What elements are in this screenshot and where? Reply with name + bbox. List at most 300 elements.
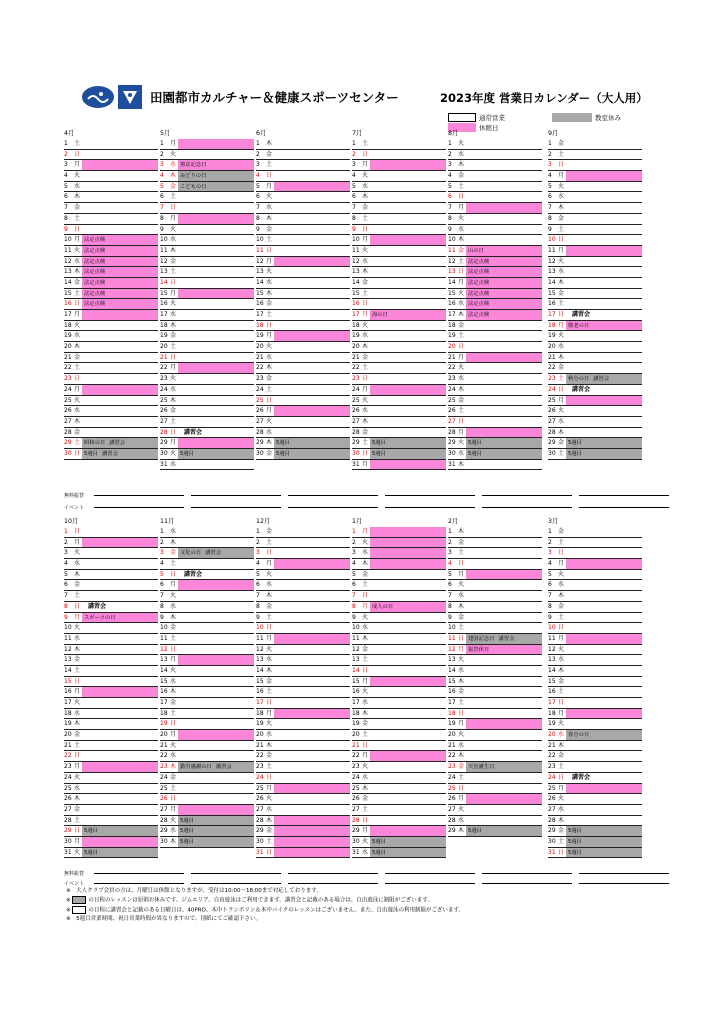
day-status-cell (274, 666, 350, 676)
day-weekday: 日 (74, 150, 81, 158)
day-status-cell (370, 591, 446, 601)
day-number: 4 (160, 560, 164, 568)
day-status-cell (178, 310, 254, 320)
note-1: ※ 大人クラブ会員の方は、月曜日は休館となりますが、受付は10:00～18:00まで対応しております。 (66, 888, 322, 894)
day-weekday: 月 (74, 613, 81, 621)
day-number: 2 (256, 538, 260, 546)
day-row (352, 794, 446, 805)
day-weekday: 日 (266, 172, 273, 180)
day-number: 27 (448, 417, 456, 425)
day-weekday: 金 (74, 353, 81, 361)
day-status-cell (178, 353, 254, 363)
day-row (352, 848, 446, 859)
day-row (256, 709, 350, 720)
day-weekday: 土 (558, 613, 565, 621)
day-row (548, 235, 642, 246)
day-number: 12 (64, 257, 72, 265)
day-note: 5週目 (180, 838, 194, 845)
day-number: 8 (352, 214, 356, 222)
day-note-extra: 講習会 (101, 450, 118, 457)
day-number: 11 (256, 634, 264, 642)
day-status-cell (178, 150, 254, 160)
day-weekday: 木 (458, 161, 465, 169)
day-number: 3 (256, 161, 260, 169)
day-weekday: 木 (458, 385, 465, 393)
day-number: 20 (352, 731, 360, 739)
day-status-cell (370, 602, 446, 612)
notes (66, 887, 464, 924)
day-number: 13 (548, 656, 556, 664)
day-status-cell (178, 816, 254, 826)
day-weekday: 日 (558, 236, 565, 244)
day-status-cell (274, 150, 350, 160)
day-row (352, 160, 446, 171)
day-weekday: 水 (170, 752, 177, 760)
day-number: 10 (448, 236, 456, 244)
day-number: 8 (256, 214, 260, 222)
day-status-cell (178, 548, 254, 558)
day-number: 22 (64, 364, 72, 372)
day-row (160, 417, 254, 428)
day-weekday: 日 (458, 634, 465, 642)
day-status-cell (566, 396, 642, 406)
day-row (64, 527, 158, 538)
day-status-cell (466, 527, 542, 537)
day-weekday: 月 (362, 528, 369, 535)
day-row (160, 570, 254, 581)
day-status-cell (566, 826, 642, 836)
day-row (64, 139, 158, 150)
day-weekday: 土 (266, 236, 273, 244)
day-weekday: 金 (362, 204, 369, 212)
note-2-text: の日程のレッスンは原則お休みです。ジムエリア、自由遊泳はご利用できます。講習会と記載のある場合は、自由遊泳に制限がございます。 (88, 897, 433, 904)
day-status-cell (82, 438, 158, 448)
day-weekday: 月 (74, 311, 81, 318)
day-number: 26 (256, 795, 264, 803)
day-number: 18 (160, 321, 168, 329)
day-number: 23 (352, 375, 360, 383)
day-number: 16 (160, 300, 168, 308)
day-number: 5 (160, 570, 164, 578)
day-row (64, 203, 158, 214)
day-row (352, 666, 446, 677)
day-row (256, 139, 350, 150)
day-number: 11 (352, 634, 360, 642)
day-weekday: 月 (170, 581, 177, 589)
day-row (448, 762, 542, 773)
day-row (160, 289, 254, 300)
day-weekday: 火 (558, 332, 565, 340)
day-weekday: 月 (74, 688, 81, 696)
day-weekday: 火 (458, 581, 465, 589)
day-row (548, 225, 642, 236)
day-status-cell (370, 773, 446, 783)
legend-closed-label: 教室休み (595, 114, 621, 122)
day-number: 30 (448, 449, 456, 457)
day-row (256, 602, 350, 613)
day-number: 29 (448, 827, 456, 835)
day-status-cell (178, 613, 254, 623)
day-weekday: 月 (74, 161, 81, 169)
day-weekday: 金 (170, 182, 177, 190)
organization-header (82, 85, 399, 109)
day-row (448, 741, 542, 752)
day-row (448, 613, 542, 624)
day-status-cell (566, 666, 642, 676)
day-weekday: 木 (362, 417, 369, 425)
day-number: 14 (160, 278, 168, 286)
day-weekday: 水 (266, 428, 273, 436)
day-number: 3 (160, 161, 164, 169)
day-row (256, 449, 350, 460)
legend-normal-label: 通常営業 (479, 114, 505, 122)
day-number: 8 (64, 214, 68, 222)
day-weekday: 日 (458, 560, 465, 568)
day-row (448, 214, 542, 225)
day-row (352, 139, 446, 150)
day-status-cell (370, 677, 446, 687)
day-number: 28 (352, 816, 360, 824)
day-number: 17 (548, 699, 556, 706)
day-number: 6 (548, 581, 552, 589)
month-8 (160, 517, 254, 848)
day-number: 12 (352, 257, 360, 265)
day-row (256, 698, 350, 709)
day-weekday: 金 (558, 528, 565, 535)
day-status-cell (566, 331, 642, 341)
day-row (160, 353, 254, 364)
day-row (64, 826, 158, 837)
day-number: 13 (352, 268, 360, 276)
day-row (256, 150, 350, 161)
day-number: 18 (256, 709, 264, 717)
day-weekday: 日 (74, 677, 81, 685)
day-status-cell (82, 730, 158, 740)
day-number: 29 (352, 827, 360, 835)
day-status-cell (274, 580, 350, 590)
day-weekday: 月 (170, 439, 177, 447)
day-weekday: 火 (266, 268, 273, 276)
day-row (352, 182, 446, 193)
day-row (256, 762, 350, 773)
day-status-cell (274, 406, 350, 416)
day-weekday: 月 (74, 385, 81, 393)
day-status-cell (466, 548, 542, 558)
day-weekday: 火 (362, 837, 369, 845)
day-number: 8 (448, 214, 452, 222)
day-number: 25 (448, 784, 456, 792)
day-number: 13 (64, 656, 72, 664)
day-status-cell (82, 591, 158, 601)
day-row (548, 299, 642, 310)
day-number: 10 (352, 624, 360, 632)
day-status-cell (466, 374, 542, 384)
day-row (352, 363, 446, 374)
day-number: 19 (448, 332, 456, 340)
day-number: 5 (256, 182, 260, 190)
day-number: 27 (160, 417, 168, 425)
day-row (548, 602, 642, 613)
day-weekday: 土 (266, 538, 273, 546)
day-row (448, 784, 542, 795)
day-status-cell (274, 225, 350, 235)
day-number: 8 (352, 602, 356, 610)
day-status-cell (82, 762, 158, 772)
day-number: 23 (256, 763, 264, 771)
day-row (548, 687, 642, 698)
day-status-cell (82, 182, 158, 192)
month-label: 10月 (64, 518, 79, 525)
day-row (160, 623, 254, 634)
day-status-cell (82, 784, 158, 794)
day-weekday: 火 (266, 645, 273, 653)
day-row (64, 192, 158, 203)
day-row (448, 396, 542, 407)
day-weekday: 火 (458, 140, 465, 147)
day-row (448, 677, 542, 688)
day-weekday: 金 (266, 375, 273, 383)
day-number: 15 (352, 289, 360, 297)
day-row (352, 235, 446, 246)
day-note: 5週目 (568, 450, 582, 457)
day-number: 18 (352, 321, 360, 329)
day-weekday: 金 (558, 827, 565, 835)
day-status-cell (178, 623, 254, 633)
day-row (548, 794, 642, 805)
day-number: 19 (64, 720, 72, 728)
day-number: 17 (352, 699, 360, 706)
day-row (160, 602, 254, 613)
day-number: 7 (548, 204, 552, 212)
day-status-cell (274, 160, 350, 170)
day-number: 23 (64, 375, 72, 383)
day-number: 27 (64, 805, 72, 813)
day-weekday: 水 (458, 816, 465, 824)
day-status-cell (178, 762, 254, 772)
day-number: 22 (256, 364, 264, 372)
day-status-cell (178, 580, 254, 590)
day-weekday: 金 (170, 407, 177, 415)
day-row (160, 634, 254, 645)
footer-label-event-2: イベント (64, 880, 85, 887)
day-row (64, 406, 158, 417)
day-weekday: 水 (266, 656, 273, 664)
day-status-cell (466, 310, 542, 320)
day-status-cell (274, 559, 350, 569)
day-number: 10 (64, 624, 72, 632)
day-row (352, 278, 446, 289)
day-number: 11 (448, 246, 456, 254)
day-weekday: 金 (362, 570, 369, 578)
day-number: 14 (448, 666, 456, 674)
day-number: 21 (160, 741, 168, 749)
day-number: 28 (448, 428, 456, 436)
day-row (352, 580, 446, 591)
day-weekday: 月 (266, 560, 273, 568)
day-status-cell (370, 730, 446, 740)
day-note: 山の日 (468, 247, 484, 254)
day-status-cell (566, 570, 642, 580)
day-weekday: 火 (266, 417, 273, 425)
day-row (352, 331, 446, 342)
day-number: 23 (548, 763, 556, 771)
day-weekday: 日 (458, 268, 465, 276)
day-status-cell (82, 331, 158, 341)
day-weekday: 火 (458, 439, 465, 447)
day-number: 28 (448, 816, 456, 824)
day-status-cell (82, 559, 158, 569)
day-note: 5週目 (468, 440, 482, 447)
day-row (448, 773, 542, 784)
day-status-cell (566, 751, 642, 761)
day-status-cell (274, 548, 350, 558)
day-number: 6 (352, 581, 356, 589)
day-number: 30 (352, 837, 360, 845)
day-row (160, 762, 254, 773)
day-row (352, 150, 446, 161)
day-weekday: 火 (362, 246, 369, 254)
day-status-cell (566, 580, 642, 590)
day-weekday: 日 (266, 699, 273, 706)
day-number: 24 (64, 773, 72, 781)
day-row (256, 613, 350, 624)
day-status-cell (82, 353, 158, 363)
day-status-cell (370, 353, 446, 363)
day-number: 24 (548, 773, 556, 781)
day-status-cell (466, 342, 542, 352)
day-status-cell (566, 709, 642, 719)
day-weekday: 火 (74, 624, 81, 632)
day-note: 5週目 (568, 440, 582, 447)
day-number: 2 (64, 150, 68, 158)
day-note: 春分の日 (568, 732, 590, 739)
day-weekday: 月 (458, 795, 465, 803)
day-row (256, 321, 350, 332)
day-note: 法定点検 (84, 269, 106, 276)
day-weekday: 水 (74, 784, 81, 792)
month-11 (448, 517, 542, 837)
day-number: 8 (256, 602, 260, 610)
day-weekday: 土 (74, 364, 81, 372)
day-status-cell (274, 449, 350, 459)
day-number: 26 (548, 407, 556, 415)
day-note: 法定点検 (84, 258, 106, 265)
day-number: 18 (448, 709, 456, 717)
day-status-cell (82, 698, 158, 708)
day-weekday: 土 (74, 214, 81, 222)
day-row (448, 257, 542, 268)
day-note: 法定点検 (468, 290, 490, 297)
day-weekday: 月 (170, 805, 177, 813)
day-row (448, 645, 542, 656)
day-weekday: 水 (362, 699, 369, 706)
day-row (160, 192, 254, 203)
day-weekday: 木 (362, 634, 369, 642)
day-status-cell (178, 160, 254, 170)
day-status-cell (370, 331, 446, 341)
day-status-cell (82, 837, 158, 847)
day-row (256, 773, 350, 784)
day-status-cell (274, 139, 350, 149)
day-weekday: 木 (74, 645, 81, 653)
day-row (256, 837, 350, 848)
day-weekday: 月 (458, 353, 465, 361)
day-number: 12 (160, 645, 168, 653)
day-status-cell (466, 805, 542, 815)
day-row (548, 826, 642, 837)
day-weekday: 木 (170, 837, 177, 845)
day-note: 法定点検 (468, 312, 490, 318)
day-status-cell (178, 171, 254, 181)
day-row (352, 826, 446, 837)
day-status-cell (82, 289, 158, 299)
day-number: 1 (352, 528, 356, 535)
day-note-extra: 講習会 (205, 550, 222, 557)
day-status-cell (566, 645, 642, 655)
day-row (548, 203, 642, 214)
day-status-cell (466, 580, 542, 590)
day-number: 5 (448, 570, 452, 578)
day-weekday: 土 (362, 289, 369, 297)
day-note: 法定点検 (84, 290, 106, 297)
day-status-cell (82, 160, 158, 170)
day-row (160, 591, 254, 602)
day-status-cell (178, 837, 254, 847)
day-weekday: 日 (170, 795, 177, 803)
month-label: 4月 (64, 130, 75, 137)
day-row (64, 580, 158, 591)
day-status-cell (370, 192, 446, 202)
day-row (548, 655, 642, 666)
day-status-cell (178, 655, 254, 665)
day-weekday: 火 (558, 570, 565, 578)
day-weekday: 水 (170, 528, 177, 535)
day-status-cell (178, 773, 254, 783)
day-status-cell (566, 677, 642, 687)
day-row (256, 687, 350, 698)
day-row (548, 246, 642, 257)
day-weekday: 金 (362, 795, 369, 803)
day-number: 8 (160, 602, 164, 610)
month-label: 12月 (256, 518, 271, 525)
day-weekday: 火 (458, 731, 465, 739)
day-number: 20 (352, 343, 360, 351)
day-number: 24 (448, 773, 456, 781)
day-status-cell (370, 203, 446, 213)
day-number: 6 (448, 581, 452, 589)
day-row (352, 257, 446, 268)
day-row (160, 751, 254, 762)
day-status-cell (82, 794, 158, 804)
day-number: 7 (256, 592, 260, 600)
day-status-cell (274, 374, 350, 384)
day-number: 22 (160, 752, 168, 760)
day-status-cell (274, 235, 350, 245)
day-weekday: 土 (170, 634, 177, 642)
day-number: 25 (352, 396, 360, 404)
day-weekday: 水 (458, 300, 465, 308)
day-status-cell (274, 687, 350, 697)
day-row (256, 645, 350, 656)
day-number: 24 (548, 385, 556, 393)
day-row (448, 655, 542, 666)
day-row (548, 580, 642, 591)
day-row (448, 182, 542, 193)
day-status-cell (566, 171, 642, 181)
day-number: 19 (352, 720, 360, 728)
day-status-cell (82, 299, 158, 309)
day-row (256, 342, 350, 353)
